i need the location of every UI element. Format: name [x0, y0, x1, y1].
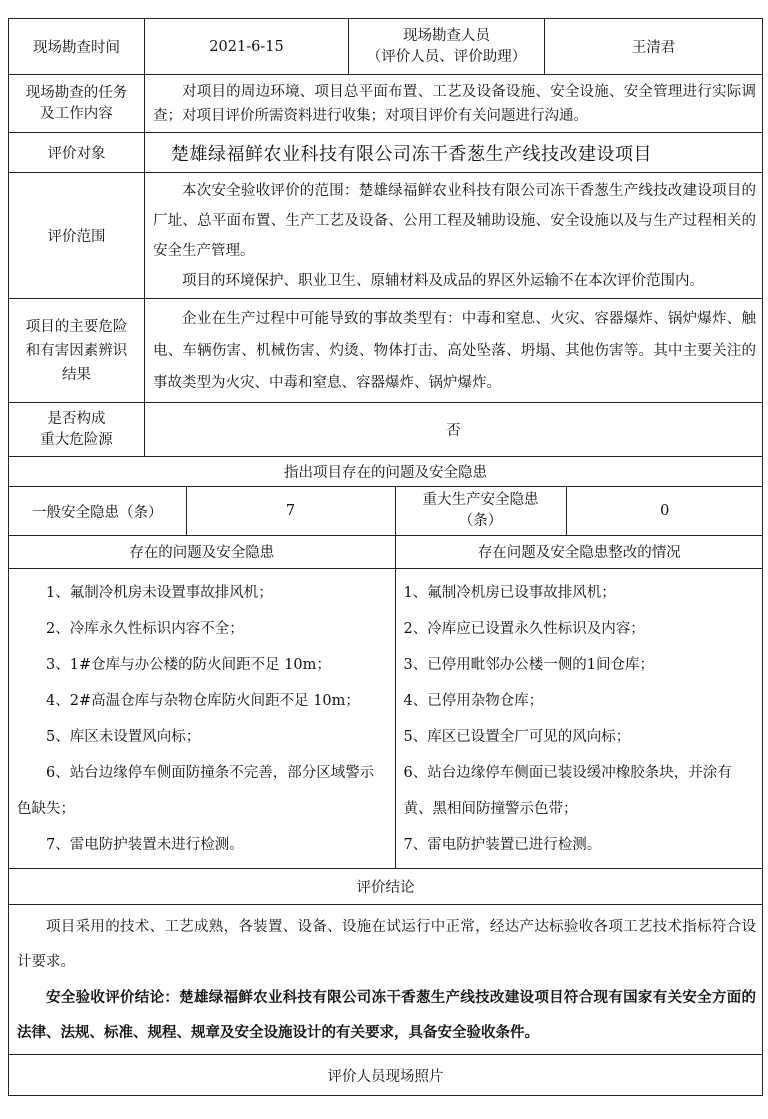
photos-title: 评价人员现场照片 [9, 1055, 763, 1096]
survey-staff-label [349, 19, 545, 75]
conclusion-content-cell [9, 905, 763, 1055]
scope-content-cell [145, 173, 763, 299]
object-label: 评价对象 [9, 133, 145, 173]
rectification-item: 3、已停用毗邻办公楼一侧的1间仓库； [403, 656, 654, 673]
major-hazard-label-line1: 是否构成 [47, 410, 106, 427]
hazards-content-cell [145, 299, 763, 403]
conclusion-para-2: 安全验收评价结论：楚雄绿福鲜农业科技有限公司冻干香葱生产线技改建设项目符合现有国家有关安全方面的法律、法规、标准、规程、规章及安全设施设计的有关要求，具备安全验收条件。 [17, 988, 756, 1041]
issue-item: 1、氟制冷机房未设置事故排风机； [46, 584, 273, 601]
scope-label: 评价范围 [9, 173, 145, 299]
hazards-label-line2: 和有害因素辨识 [25, 342, 128, 359]
survey-time-label: 现场勘查时间 [9, 19, 145, 75]
object-value-cell [145, 133, 763, 173]
issues-section-title: 指出项目存在的问题及安全隐患 [9, 457, 763, 487]
major-hazard-label [9, 403, 145, 457]
survey-staff-value: 王清君 [545, 19, 763, 75]
major-hazard-value: 否 [145, 403, 763, 457]
survey-time-value: 2021-6-15 [145, 19, 349, 75]
evaluation-form [8, 18, 762, 1096]
scope-para-2: 项目的环境保护、职业卫生、原辅材料及成品的界区外运输不在本次评价范围内。 [182, 272, 704, 289]
issues-right-list [395, 568, 763, 868]
issue-item: 3、1#仓库与办公楼的防火间距不足 10m； [46, 656, 331, 673]
issues-counts-cell [9, 487, 763, 536]
issue-item: 2、冷库永久性标识内容不全； [46, 620, 244, 637]
rectification-item: 4、已停用杂物仓库； [403, 692, 544, 709]
survey-staff-label-line2: （评价人员、评价助理） [366, 48, 527, 65]
hazards-label [9, 299, 145, 403]
task-label-line1: 现场勘查的任务 [25, 84, 128, 101]
rectification-item: 2、冷库应已设置永久性标识及内容； [403, 620, 645, 637]
major-hazard-count: 0 [566, 487, 763, 535]
rectification-item: 1、氟制冷机房已设事故排风机； [403, 584, 616, 601]
issue-item: 5、库区未设置风向标； [46, 728, 201, 745]
object-value: 楚雄绿福鲜农业科技有限公司冻干香葱生产线技改建设项目 [171, 143, 652, 165]
issue-item: 6、站台边缘停车侧面防撞条不完善，部分区域警示色缺失； [17, 764, 375, 817]
hazards-label-line3: 结果 [62, 366, 91, 383]
issues-right-header: 存在问题及安全隐患整改的情况 [395, 536, 763, 568]
issues-right-items [396, 569, 764, 867]
general-hazard-label: 一般安全隐患（条） [32, 504, 163, 521]
task-label [9, 75, 145, 133]
hazards-label-line1: 项目的主要危险 [25, 318, 128, 335]
rectification-item: 5、库区已设置全厂可见的风向标； [403, 728, 631, 745]
major-count-label-line1: 重大生产安全隐患 [422, 492, 539, 508]
rectification-item: 6、站台边缘停车侧面已装设缓冲橡胶条块，并涂有黄、黑相间防撞警示色带； [403, 764, 732, 817]
rectification-item: 7、雷电防护装置已进行检测。 [403, 836, 602, 853]
major-count-label-line2: （条） [458, 513, 503, 529]
issues-lists-table [9, 536, 763, 868]
issues-left-items [9, 569, 395, 867]
issue-item: 4、2#高温仓库与杂物仓库防火间距不足 10m； [46, 692, 360, 709]
hazards-text: 企业在生产过程中可能导致的事故类型有：中毒和窒息、火灾、容器爆炸、锅炉爆炸、触电、车辆伤害、机械伤害、灼烫、物体打击、高处坠落、坍塌、其他伤害等。其中主要关注的事故类型为火灾、中毒和窒息、容器爆炸、锅炉爆炸。 [153, 310, 756, 391]
issues-counts-table [9, 487, 763, 535]
major-hazard-label-line2: 重大危险源 [40, 431, 113, 448]
issues-lists-cell [9, 536, 763, 869]
form-table [8, 18, 763, 1096]
conclusion-para-1: 项目采用的技术、工艺成熟，各装置、设备、设施在试运行中正常，经达产达标验收各项工艺技术指标符合设计要求。 [17, 918, 756, 970]
issues-left-list [9, 568, 395, 868]
survey-staff-label-line1: 现场勘查人员 [403, 27, 490, 44]
issues-left-header: 存在的问题及安全隐患 [9, 536, 395, 568]
conclusion-title: 评价结论 [9, 869, 763, 905]
major-hazard-count-label [395, 487, 566, 535]
issue-item: 7、雷电防护装置未进行检测。 [46, 836, 244, 853]
general-hazard-count: 7 [186, 487, 395, 535]
task-label-line2: 及工作内容 [40, 105, 113, 122]
task-text: 对项目的周边环境、项目总平面布置、工艺及设备设施、安全设施、安全管理进行实际调查；对项目评价所需资料进行收集；对项目评价有关问题进行沟通。 [153, 83, 756, 124]
scope-para-1: 本次安全验收评价的范围：楚雄绿福鲜农业科技有限公司冻干香葱生产线技改建设项目的厂址、总平面布置、生产工艺及设备、公用工程及辅助设施、安全设施以及与生产过程相关的安全生产管理。 [153, 182, 756, 259]
task-content-cell [145, 75, 763, 133]
